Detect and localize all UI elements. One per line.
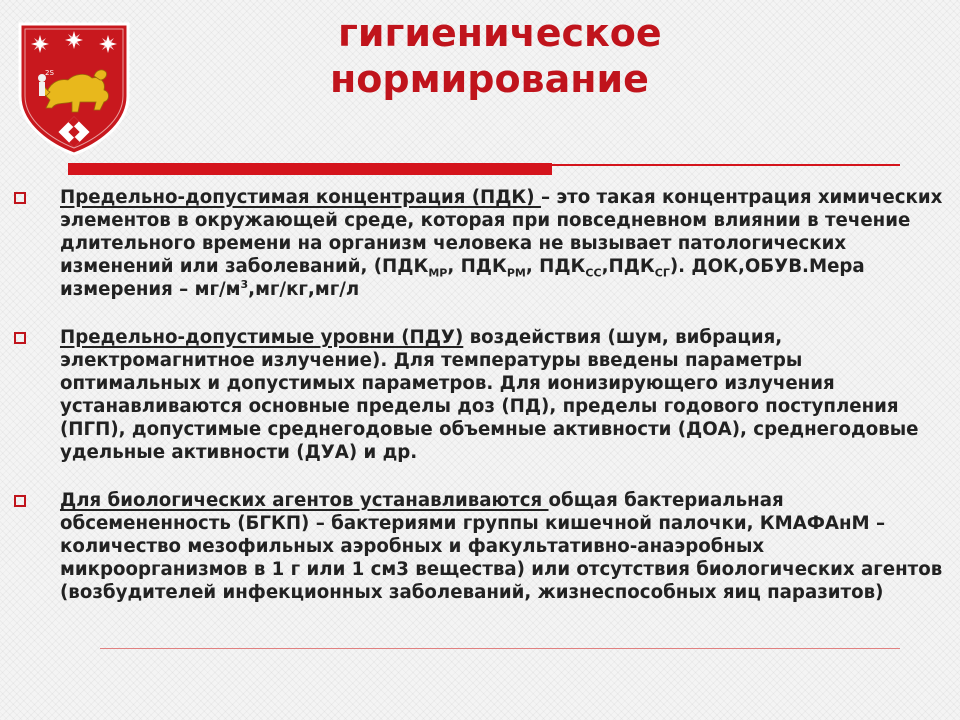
slide-title — [330, 10, 750, 102]
term-pdk: Предельно-допустимая концентрация (ПДК) — [60, 187, 541, 208]
subscript: СС — [585, 266, 602, 280]
term-pdu: Предельно-допустимые уровни (ПДУ) — [60, 327, 464, 348]
subscript: СГ — [654, 266, 670, 280]
title-line-1: гигиеническое — [338, 11, 662, 55]
list-item-pdu — [14, 326, 944, 464]
superscript: 3 — [240, 277, 249, 291]
subscript: РМ — [506, 266, 526, 280]
list-item-bio — [14, 489, 944, 604]
item-text: ). ДОК,ОБУВ.Мера измерения – мг/м — [60, 256, 865, 300]
coat-of-arms-icon — [16, 18, 132, 156]
item-text: – это такая концентрация химических элементов в окружающей среде, которая при повседневном влиянии в течение длительного времени на организм человека не вызывает патологических изменений или заболеваний, (ПДК — [60, 187, 943, 277]
bullet-square-icon — [14, 192, 26, 204]
bullet-square-icon — [14, 332, 26, 344]
item-text: ,ПДК — [601, 256, 655, 277]
title-line-2: нормирование — [330, 57, 649, 101]
bullet-list — [14, 186, 944, 629]
item-text: воздействия (шум, вибрация, электромагнитное излучение). Для температуры введены параметры оптимальных и допустимых параметров. Для ионизирующего излучения устанавливаются основные пределы доз (ПД), пределы годового поступления (ПГП), допустимые среднегодовые объемные активности (ДОА), среднегодовые удельные активности (ДУА) и др. — [60, 327, 919, 463]
title-rule-thick — [68, 163, 552, 175]
term-bio: Для биологических агентов устанавливаются — [60, 490, 549, 511]
emblem-text: 2S — [45, 69, 54, 77]
bullet-square-icon — [14, 495, 26, 507]
bearer-figure-icon — [38, 74, 46, 96]
item-text: , ПДК — [525, 256, 586, 277]
item-text: общая бактериальная обсемененность (БГКП) – бактериями группы кишечной палочки, КМАФАнМ – количество мезофильных аэробных и факультативно-анаэробных микроорганизмов в 1 г или 1 см3 вещества) или отсутствия биологических агентов (возбудителей инфекционных заболеваний, жизнеспособных яиц паразитов) — [60, 490, 943, 603]
item-text: ,мг/кг,мг/л — [248, 279, 360, 300]
item-text: , ПДК — [447, 256, 507, 277]
bottom-rule — [100, 648, 900, 649]
subscript: МР — [428, 266, 448, 280]
title-rule-thin — [552, 164, 900, 166]
list-item-pdk — [14, 186, 944, 301]
